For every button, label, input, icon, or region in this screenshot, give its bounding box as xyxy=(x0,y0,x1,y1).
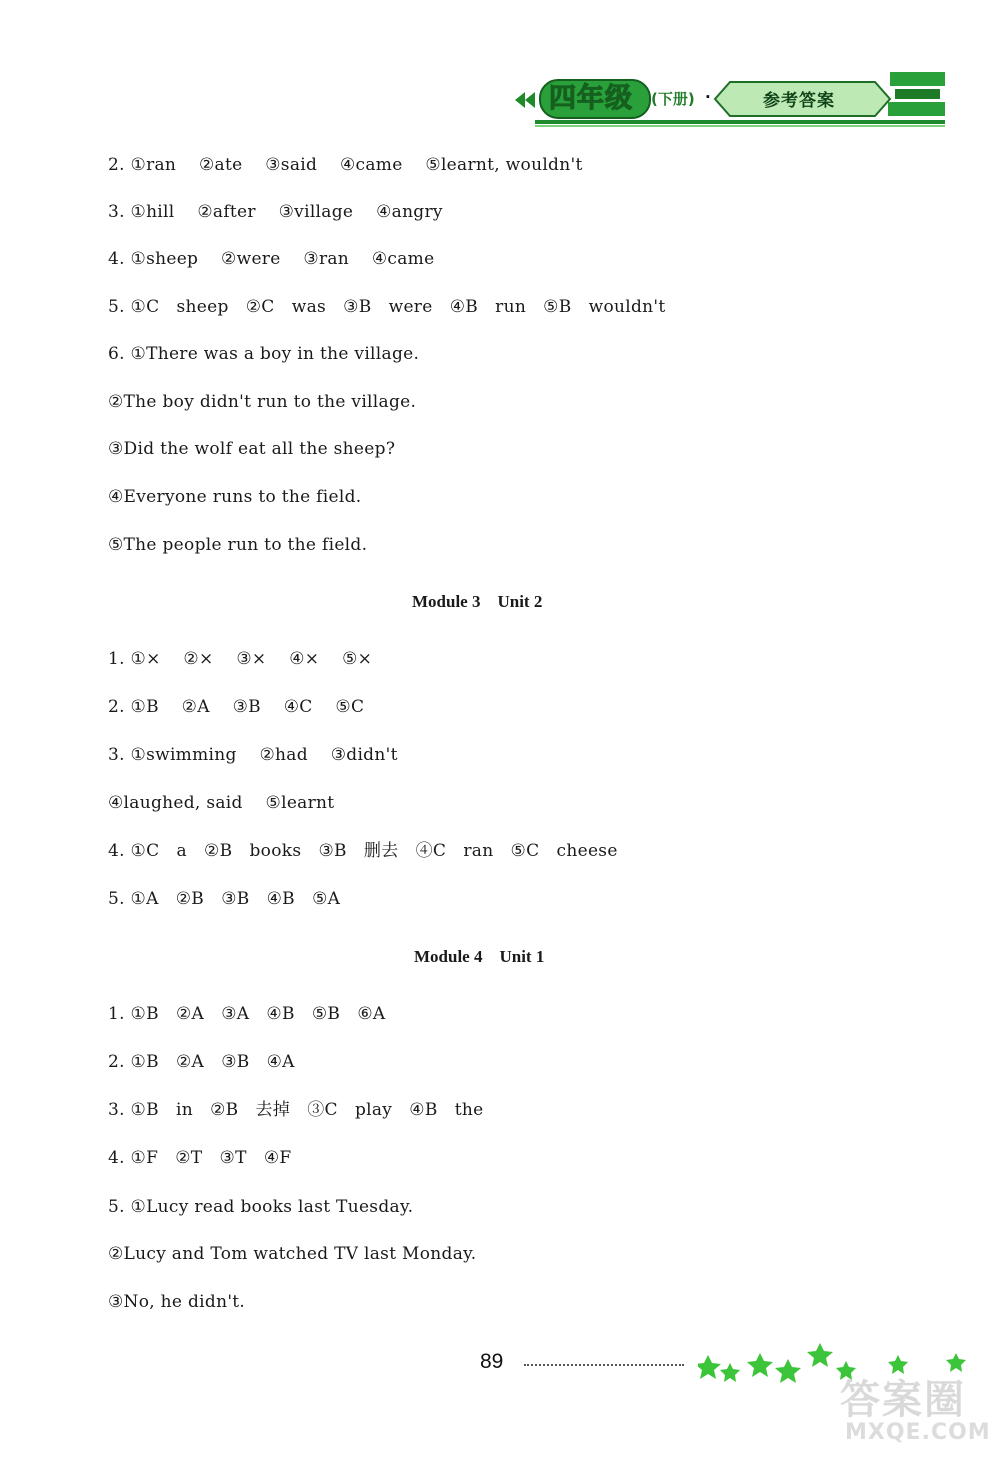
answer-line: ④Everyone runs to the field. xyxy=(108,487,362,507)
answer-line: 5. ①C sheep ②C was ③B were ④B run ⑤B wouldn't xyxy=(108,297,666,317)
answer-line: 3. ①swimming ②had ③didn't xyxy=(108,745,398,765)
answer-line: 4. ①sheep ②were ③ran ④came xyxy=(108,249,435,269)
answer-line: 4. ①C a ②B books ③B 删去 ④C ran ⑤C cheese xyxy=(108,841,618,861)
answer-line: ③No, he didn't. xyxy=(108,1292,246,1312)
grade-title: 四年级 xyxy=(549,83,633,114)
answer-line: ②The boy didn't run to the village. xyxy=(108,392,417,412)
answer-line: 5. ①Lucy read books last Tuesday. xyxy=(108,1197,414,1217)
header-banner xyxy=(505,70,955,130)
answer-line: 1. ①B ②A ③A ④B ⑤B ⑥A xyxy=(108,1004,386,1024)
page-number: 89 xyxy=(480,1350,504,1373)
answers-label: 参考答案 xyxy=(763,91,835,111)
watermark-logo: 答案圈 xyxy=(840,1377,966,1423)
volume-label: (下册) xyxy=(651,90,695,108)
answer-line: 2. ①B ②A ③B ④A xyxy=(108,1052,295,1072)
answer-line: 1. ①× ②× ③× ④× ⑤× xyxy=(108,649,373,669)
answer-line: ②Lucy and Tom watched TV last Monday. xyxy=(108,1244,477,1264)
answer-line: ④laughed, said ⑤learnt xyxy=(108,793,335,813)
header-separator: · xyxy=(705,88,711,106)
answer-line: 4. ①F ②T ③T ④F xyxy=(108,1148,292,1168)
answer-line: 2. ①ran ②ate ③said ④came ⑤learnt, wouldn't xyxy=(108,155,583,175)
answer-line: 3. ①hill ②after ③village ④angry xyxy=(108,202,443,222)
watermark-url: MXQE.COM xyxy=(845,1420,991,1445)
section-heading: Module 3 Unit 2 xyxy=(412,592,543,611)
answer-line: 6. ①There was a boy in the village. xyxy=(108,344,420,364)
dotted-leader xyxy=(524,1364,684,1366)
answer-line: 3. ①B in ②B 去掉 ③C play ④B the xyxy=(108,1100,484,1120)
answer-line: ③Did the wolf eat all the sheep? xyxy=(108,439,396,459)
answer-line: 2. ①B ②A ③B ④C ⑤C xyxy=(108,697,365,717)
answer-line: 5. ①A ②B ③B ④B ⑤A xyxy=(108,889,341,909)
section-heading: Module 4 Unit 1 xyxy=(414,947,545,966)
answer-line: ⑤The people run to the field. xyxy=(108,535,368,555)
